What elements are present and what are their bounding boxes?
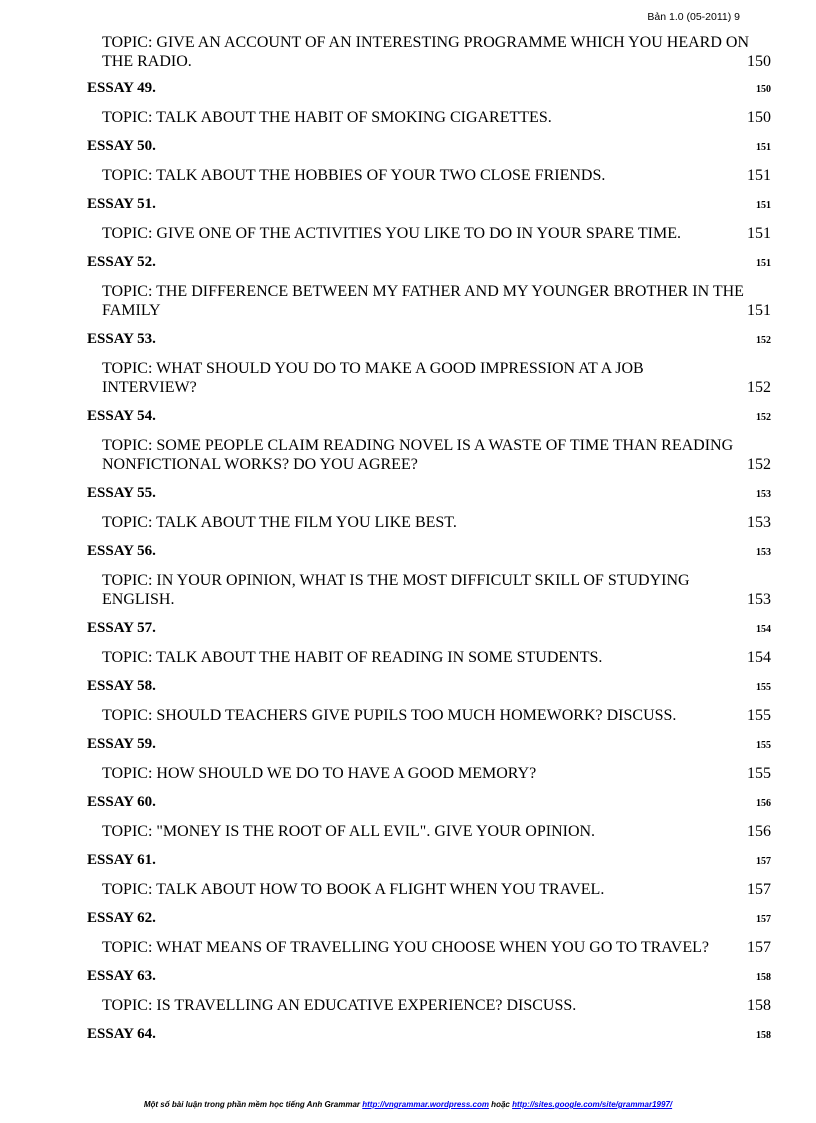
topic-text: TOPIC: SHOULD TEACHERS GIVE PUPILS TOO MUCH HOMEWORK? DISCUSS. [102, 707, 677, 724]
toc-topic-entry[interactable] [102, 876, 771, 905]
toc-topic-entry[interactable] [102, 702, 771, 731]
page-number: 152 [756, 335, 771, 346]
topic-text-line1: TOPIC: SOME PEOPLE CLAIM READING NOVEL IS A WASTE OF TIME THAN READING [102, 437, 734, 454]
page-number: 157 [756, 914, 771, 925]
toc-topic-entry[interactable] [102, 509, 771, 538]
footer-link-wordpress[interactable]: http://vngrammar.wordpress.com [362, 1100, 489, 1109]
page-number: 151 [756, 200, 771, 211]
toc-essay-entry[interactable] [87, 963, 771, 992]
toc-essay-entry[interactable] [87, 191, 771, 220]
topic-text-line1: TOPIC: WHAT SHOULD YOU DO TO MAKE A GOOD IMPRESSION AT A JOB [102, 360, 644, 377]
toc-topic-entry[interactable] [102, 567, 771, 615]
essay-label: ESSAY 64. [87, 1026, 156, 1042]
toc-essay-entry[interactable] [87, 1021, 771, 1050]
toc-topic-entry[interactable] [102, 934, 771, 963]
essay-label: ESSAY 50. [87, 138, 156, 154]
toc-essay-entry[interactable] [87, 905, 771, 934]
page-number: 153 [747, 591, 771, 608]
topic-text-line2: INTERVIEW? [102, 379, 197, 396]
topic-text: TOPIC: TALK ABOUT THE HABIT OF READING IN SOME STUDENTS. [102, 649, 603, 666]
toc-topic-entry[interactable] [102, 432, 771, 480]
toc-essay-entry[interactable] [87, 75, 771, 104]
toc-essay-entry[interactable] [87, 673, 771, 702]
toc-topic-entry[interactable] [102, 278, 771, 326]
essay-label: ESSAY 60. [87, 794, 156, 810]
page-number: 150 [747, 53, 771, 70]
page-number: 155 [747, 765, 771, 782]
page-number: 155 [756, 740, 771, 751]
page-number: 151 [756, 258, 771, 269]
page-number: 153 [756, 547, 771, 558]
page-number: 153 [756, 489, 771, 500]
page-number: 154 [756, 624, 771, 635]
topic-text-line2: THE RADIO. [102, 53, 192, 70]
topic-text: TOPIC: TALK ABOUT THE FILM YOU LIKE BEST. [102, 514, 457, 531]
page-number: 150 [756, 84, 771, 95]
toc-topic-entry[interactable] [102, 33, 771, 75]
page-number: 152 [756, 412, 771, 423]
page-header: Bản 1.0 (05-2011) 9 [647, 11, 740, 23]
topic-text-line1: TOPIC: THE DIFFERENCE BETWEEN MY FATHER AND MY YOUNGER BROTHER IN THE [102, 283, 744, 300]
toc-topic-entry[interactable] [102, 644, 771, 673]
toc-essay-entry[interactable] [87, 133, 771, 162]
footer-text: Một số bài luận trong phần mềm học tiếng Anh Grammar [143, 1100, 363, 1109]
toc-topic-entry[interactable] [102, 760, 771, 789]
page-number: 150 [747, 109, 771, 126]
page-number: 155 [747, 707, 771, 724]
toc-essay-entry[interactable] [87, 480, 771, 509]
topic-text-line2: FAMILY [102, 302, 161, 319]
page-number: 154 [747, 649, 771, 666]
essay-label: ESSAY 56. [87, 543, 156, 559]
page-number: 158 [747, 997, 771, 1014]
essay-label: ESSAY 52. [87, 254, 156, 270]
essay-label: ESSAY 55. [87, 485, 156, 501]
page-number: 151 [747, 302, 771, 319]
essay-label: ESSAY 49. [87, 80, 156, 96]
toc-essay-entry[interactable] [87, 538, 771, 567]
page-number: 157 [747, 881, 771, 898]
essay-label: ESSAY 51. [87, 196, 156, 212]
essay-label: ESSAY 53. [87, 331, 156, 347]
toc-topic-entry[interactable] [102, 818, 771, 847]
page-number: 152 [747, 456, 771, 473]
page-number: 157 [756, 856, 771, 867]
page-number: 156 [756, 798, 771, 809]
topic-text-line1: TOPIC: GIVE AN ACCOUNT OF AN INTERESTING PROGRAMME WHICH YOU HEARD ON [102, 34, 749, 51]
page-number: 158 [756, 1030, 771, 1041]
page-number: 151 [747, 225, 771, 242]
page-number: 151 [747, 167, 771, 184]
topic-text: TOPIC: GIVE ONE OF THE ACTIVITIES YOU LIKE TO DO IN YOUR SPARE TIME. [102, 225, 681, 242]
topic-text: TOPIC: HOW SHOULD WE DO TO HAVE A GOOD MEMORY? [102, 765, 537, 782]
topic-text-line1: TOPIC: IN YOUR OPINION, WHAT IS THE MOST DIFFICULT SKILL OF STUDYING [102, 572, 690, 589]
footer-text-or: hoặc [488, 1100, 513, 1109]
essay-label: ESSAY 57. [87, 620, 156, 636]
essay-label: ESSAY 61. [87, 852, 156, 868]
page-number: 158 [756, 972, 771, 983]
essay-label: ESSAY 63. [87, 968, 156, 984]
page-number: 151 [756, 142, 771, 153]
page-number: 153 [747, 514, 771, 531]
topic-text: TOPIC: WHAT MEANS OF TRAVELLING YOU CHOOSE WHEN YOU GO TO TRAVEL? [102, 939, 709, 956]
essay-label: ESSAY 58. [87, 678, 156, 694]
page-footer [0, 1100, 816, 1109]
toc-topic-entry[interactable] [102, 220, 771, 249]
page-number: 155 [756, 682, 771, 693]
topic-text: TOPIC: TALK ABOUT HOW TO BOOK A FLIGHT WHEN YOU TRAVEL. [102, 881, 605, 898]
topic-text-line2: NONFICTIONAL WORKS? DO YOU AGREE? [102, 456, 418, 473]
page-number: 157 [747, 939, 771, 956]
essay-label: ESSAY 62. [87, 910, 156, 926]
essay-label: ESSAY 54. [87, 408, 156, 424]
toc-essay-entry[interactable] [87, 615, 771, 644]
toc-topic-entry[interactable] [102, 355, 771, 403]
toc-essay-entry[interactable] [87, 249, 771, 278]
footer-link-google-sites[interactable]: http://sites.google.com/site/grammar1997/ [512, 1100, 673, 1109]
toc-essay-entry[interactable] [87, 847, 771, 876]
table-of-contents [87, 33, 771, 1050]
toc-essay-entry[interactable] [87, 789, 771, 818]
topic-text: TOPIC: IS TRAVELLING AN EDUCATIVE EXPERIENCE? DISCUSS. [102, 997, 577, 1014]
page-number: 156 [747, 823, 771, 840]
topic-text: TOPIC: TALK ABOUT THE HABIT OF SMOKING CIGARETTES. [102, 109, 552, 126]
topic-text: TOPIC: TALK ABOUT THE HOBBIES OF YOUR TWO CLOSE FRIENDS. [102, 167, 606, 184]
toc-essay-entry[interactable] [87, 326, 771, 355]
toc-topic-entry[interactable] [102, 162, 771, 191]
page-number: 152 [747, 379, 771, 396]
toc-topic-entry[interactable] [102, 104, 771, 133]
topic-text-line2: ENGLISH. [102, 591, 175, 608]
essay-label: ESSAY 59. [87, 736, 156, 752]
toc-essay-entry[interactable] [87, 731, 771, 760]
toc-topic-entry[interactable] [102, 992, 771, 1021]
toc-essay-entry[interactable] [87, 403, 771, 432]
topic-text: TOPIC: "MONEY IS THE ROOT OF ALL EVIL". GIVE YOUR OPINION. [102, 823, 596, 840]
